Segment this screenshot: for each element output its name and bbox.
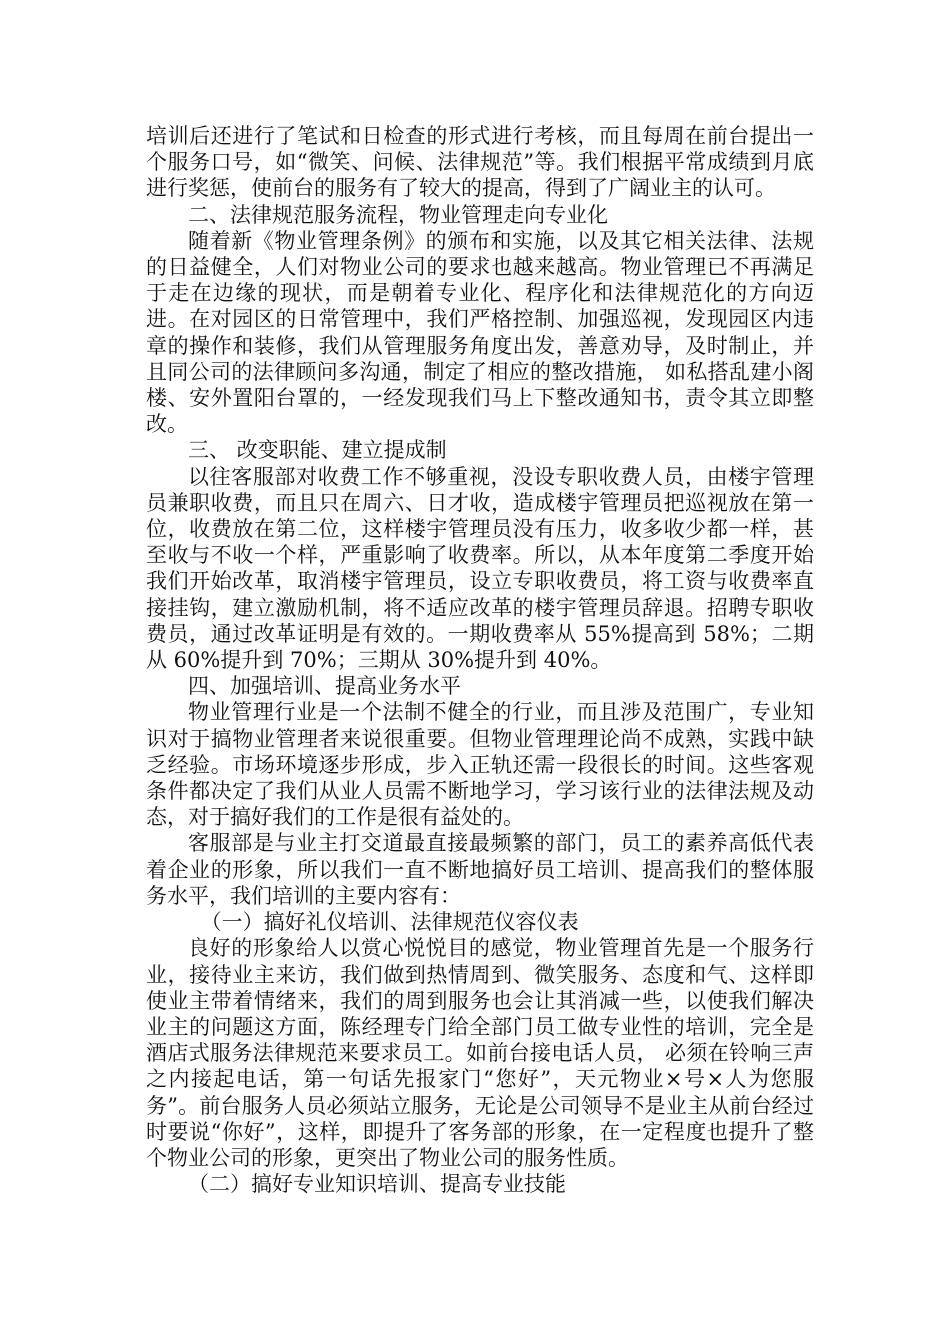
section-heading-4: 四、加强培训、提高业务水平 bbox=[188, 674, 461, 699]
paragraph: 以往客服部对收费工作不够重视，没设专职收费人员，由楼宇管理员兼职收费，而且只在周六、日才收，造成楼宇管理员把巡视放在第一位，收费放在第二位，这样楼宇管理员没有压力，收多收少都一样，甚至收与不收一个样，严重影响了收费率。所以，从本年度第二季度开始我们开始改革，取消楼宇管理员，设立专职收费员，将工资与收费率直接挂钩，建立激励机制，将不适应改革的楼宇管理员辞退。招聘专职收费员，通过改革证明是有效的。一期收费率从 55%提高到 58%；二期从 60%提升到 70%；三期从 30%提升到 40%。 bbox=[146, 464, 814, 673]
subsection-heading-2: （二）搞好专业知识培训、提高专业技能 bbox=[188, 1172, 566, 1197]
subsection-heading-1: （一）搞好礼仪培训、法律规范仪容仪表 bbox=[200, 910, 579, 935]
section-heading-3: 三、 改变职能、建立提成制 bbox=[188, 438, 447, 463]
paragraph-continuation: 培训后还进行了笔试和日检查的形式进行考核，而且每周在前台提出一个服务口号，如“微笑、问候、法律规范”等。我们根据平常成绩到月底进行奖惩，使前台的服务有了较大的提高，得到了广阔业主的认可。 bbox=[146, 124, 814, 201]
paragraph: 客服部是与业主打交道最直接最频繁的部门，员工的素养高低代表着企业的形象，所以我们一直不断地搞好员工培训、提高我们的整体服务水平，我们培训的主要内容有： bbox=[146, 831, 814, 908]
section-heading-2: 二、法律规范服务流程，物业管理走向专业化 bbox=[188, 202, 608, 227]
paragraph: 随着新《物业管理条例》的颁布和实施，以及其它相关法律、法规的日益健全，人们对物业公司的要求也越来越高。物业管理已不再满足于走在边缘的现状，而是朝着专业化、程序化和法律规范化的方向迈进。在对园区的日常管理中，我们严格控制、加强巡视，发现园区内违章的操作和装修，我们从管理服务角度出发，善意劝导，及时制止，并且同公司的法律顾问多沟通，制定了相应的整改措施， 如私搭乱建小阁楼、安外置阳台罩的，一经发现我们马上下整改通知书，责令其立即整改。 bbox=[146, 228, 814, 437]
document-body bbox=[146, 123, 814, 1197]
paragraph: 良好的形象给人以赏心悦悦目的感觉，物业管理首先是一个服务行业，接待业主来访，我们做到热情周到、微笑服务、态度和气、这样即使业主带着情绪来，我们的周到服务也会让其消减一些，以使我们解决业主的问题这方面，陈经理专门给全部门员工做专业性的培训，完全是酒店式服务法律规范来要求员工。如前台接电话人员， 必须在铃响三声之内接起电话，第一句话先报家门“您好”，天元物业×号×人为您服务”。前台服务人员必须站立服务，无论是公司领导不是业主从前台经过时要说“你好”，这样，即提升了客务部的形象，在一定程度也提升了整个物业公司的形象，更突出了物业公司的服务性质。 bbox=[146, 936, 814, 1170]
paragraph: 物业管理行业是一个法制不健全的行业，而且涉及范围广，专业知识对于搞物业管理者来说很重要。但物业管理理论尚不成熟，实践中缺乏经验。市场环境逐步形成，步入正轨还需一段很长的时间。这些客观条件都决定了我们从业人员需不断地学习，学习该行业的法律法规及动态，对于搞好我们的工作是很有益处的。 bbox=[146, 700, 814, 830]
